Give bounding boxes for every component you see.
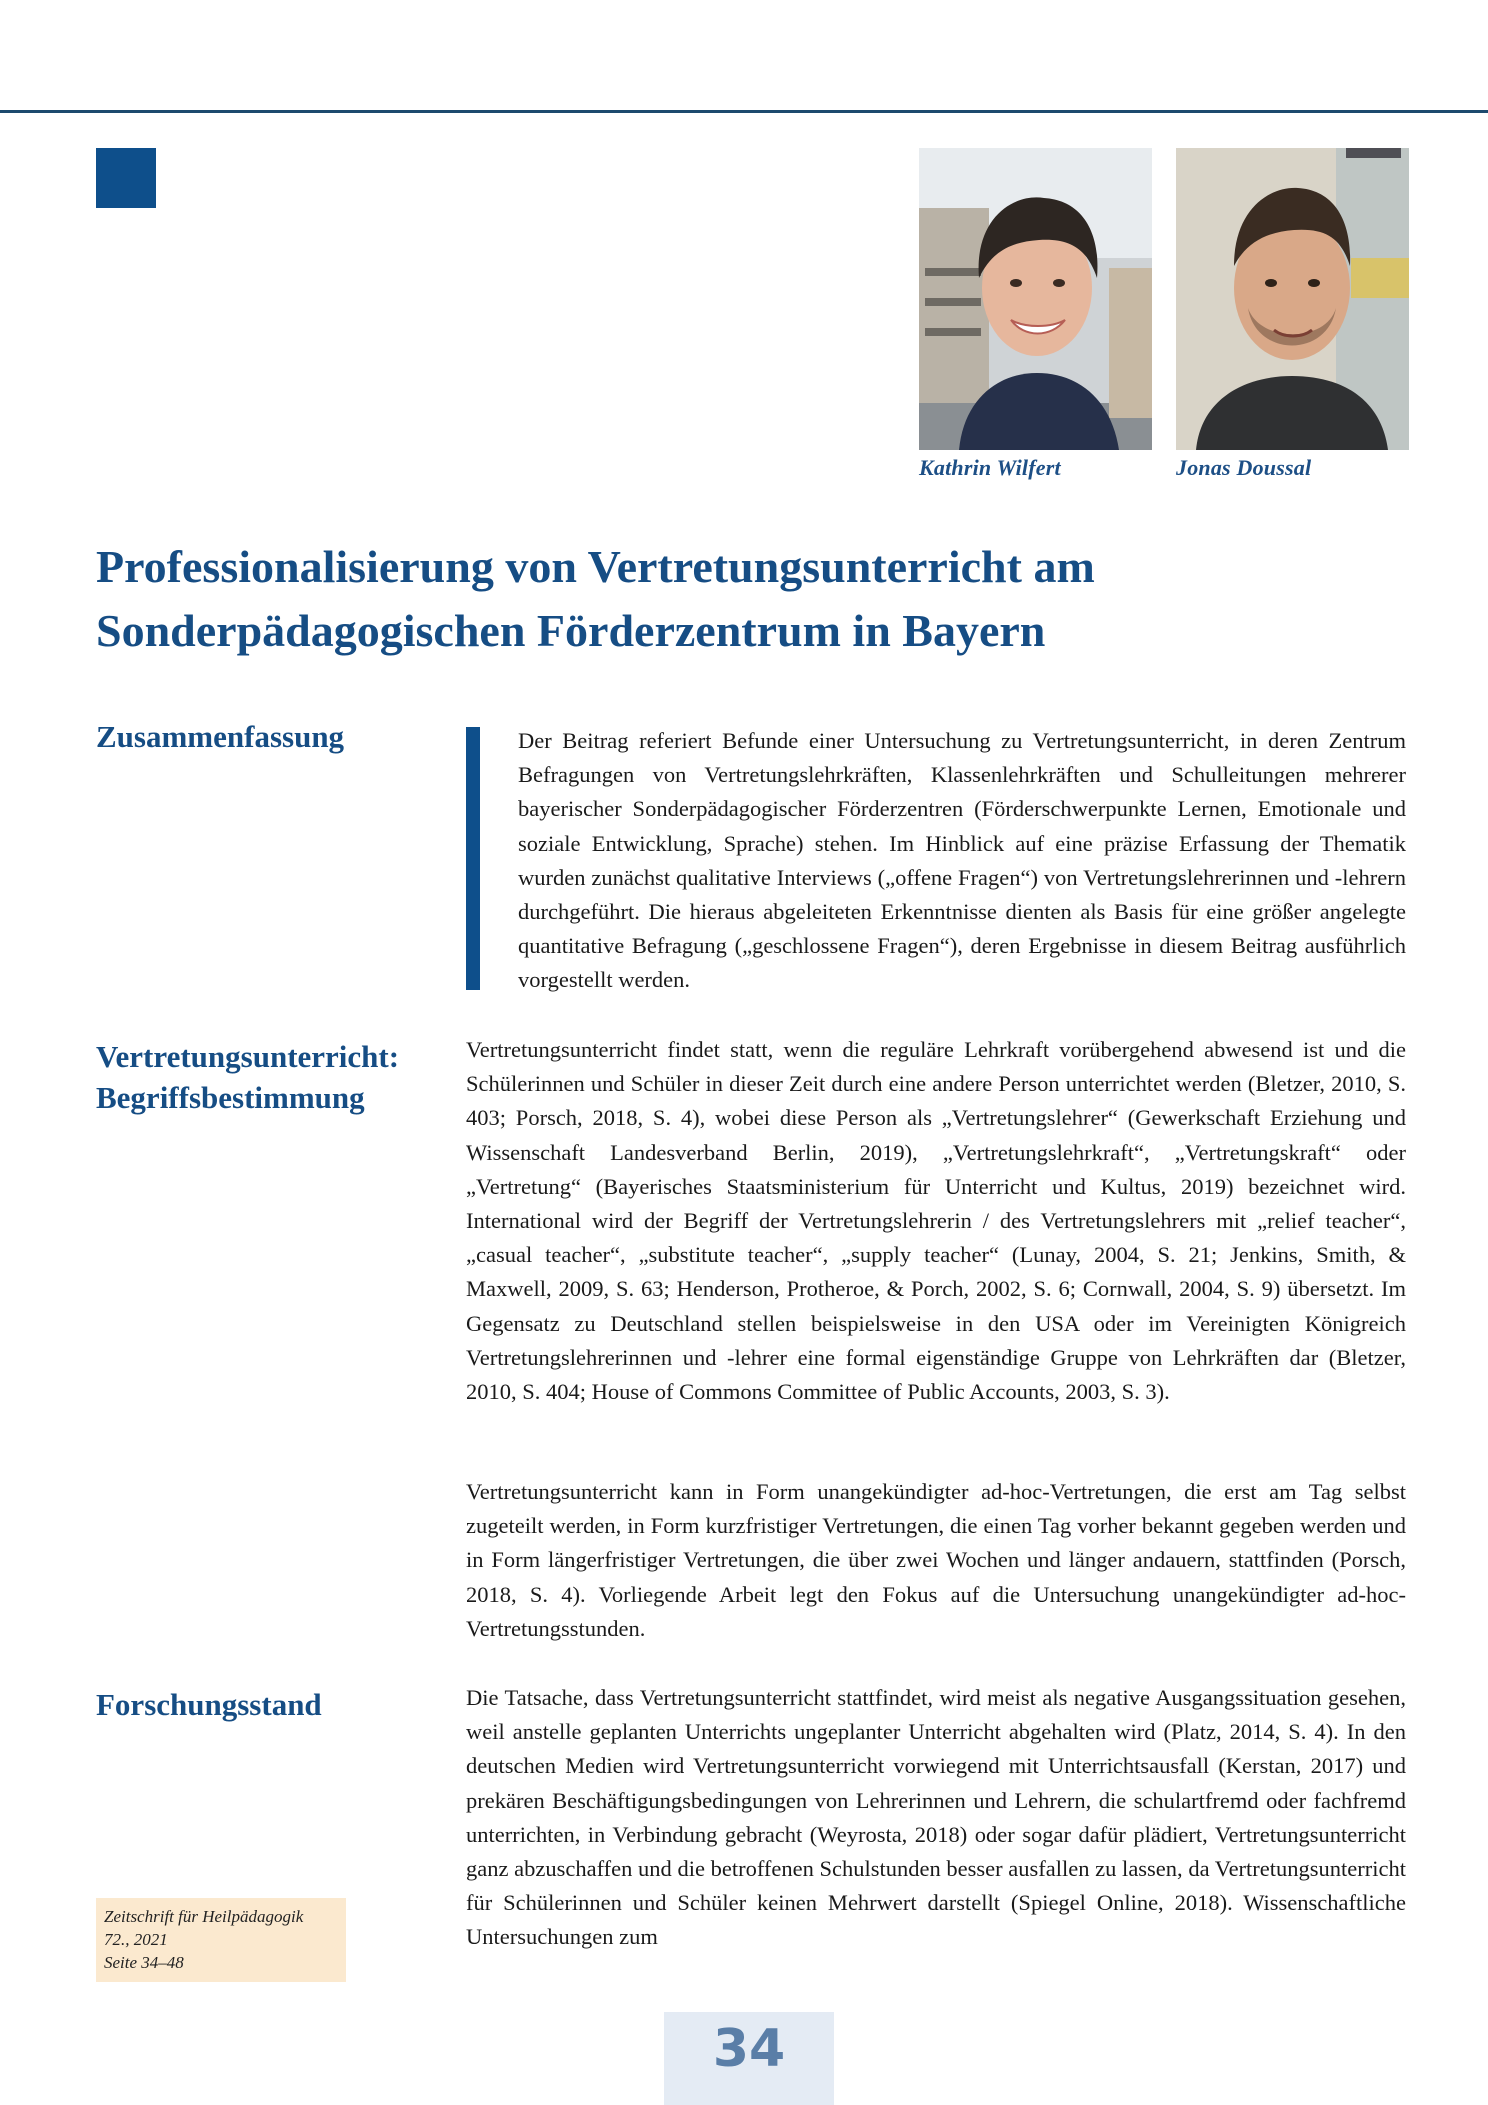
- research-heading: Forschungsstand: [96, 1687, 322, 1722]
- research-paragraph-1: Die Tatsache, dass Vertretungsunterricht stattfindet, wird meist als negative Ausgangssituation gesehen, weil anstelle geplanten Unterrichts ungeplanter Unterricht abgehalten wird (Platz, 2014, S. 4). In den deutschen Medien wird Vertretungsunterricht vorwiegend mit Unterrichtsausfall (Kerstan, 2017) und prekären Beschäftigungsbedingungen von Lehrerinnen und Lehrern, die schulartfremd oder fachfremd unterrichten, in Verbindung gebracht (Weyrosta, 2018) oder sogar dafür plädiert, Vertretungsunterricht ganz abzuschaffen und die betroffenen Schulstunden besser ausfallen zu lassen, da Vertretungsunterricht für Schülerinnen und Schüler keinen Mehrwert darstellt (Spiegel Online, 2018). Wissenschaftliche Untersuchungen zum: [466, 1685, 1406, 1950]
- definition-heading-line-1: Vertretungsunterricht:: [96, 1039, 400, 1074]
- journal-info-box: [96, 1898, 346, 1982]
- author-name-2: Jonas Doussal: [1176, 455, 1312, 480]
- author-photo-1: [919, 148, 1152, 450]
- article-title: [96, 535, 1396, 663]
- definition-heading: [96, 1036, 436, 1118]
- journal-volume: 72., 2021: [104, 1930, 168, 1949]
- page-number-box: [664, 2012, 834, 2105]
- definition-paragraph-1: Vertretungsunterricht findet statt, wenn die reguläre Lehrkraft vorübergehend abwesend ist und die Schülerinnen und Schüler in dieser Zeit durch eine andere Person unterrichtet werden (Bletzer, 2010, S. 403; Porsch, 2018, S. 4), wobei diese Person als „Vertretungslehrer“ (Gewerkschaft Erziehung und Wissenschaft Landesverband Berlin, 2019), „Vertretungslehrkraft“, „Vertretungskraft“ oder „Vertretung“ (Bayerisches Staatsministerium für Unterricht und Kultus, 2019) bezeichnet wird. International wird der Begriff der Vertretungslehrerin / des Vertretungslehrers mit „relief teacher“, „casual teacher“, „substitute teacher“, „supply teacher“ (Lunay, 2004, S. 21; Jenkins, Smith, & Maxwell, 2009, S. 63; Henderson, Protheroe, & Porch, 2002, S. 6; Cornwall, 2004, S. 9) übersetzt. Im Gegensatz zu Deutschland stellen beispielsweise in den USA oder im Vereinigten Königreich Vertretungslehrerinnen und -lehrer eine formal eigenständige Gruppe von Lehrkräften dar (Bletzer, 2010, S. 404; House of Commons Committee of Public Accounts, 2003, S. 3).: [466, 1037, 1406, 1405]
- author-photo-2: [1176, 148, 1409, 450]
- author-name-1: Kathrin Wilfert: [919, 455, 1061, 480]
- decorative-square: [96, 148, 156, 208]
- abstract-text: Der Beitrag referiert Befunde einer Untersuchung zu Vertretungsunterricht, in deren Zentrum Befragungen von Vertretungslehrkräften, Klassenlehrkräften und Schulleitungen mehrerer bayerischer Sonderpädagogischer Förderzentren (Förderschwerpunkte Lernen, Emotionale und soziale Entwicklung, Sprache) stehen. Im Hinblick auf eine präzise Erfassung der Thematik wurden zunächst qualitative Interviews („offene Fragen“) von Vertretungslehrerinnen und -lehrern durchgeführt. Die hieraus abgeleiteten Erkenntnisse dienten als Basis für eine größer angelegte quantitative Befragung („geschlossene Fragen“), deren Ergebnisse in diesem Beitrag ausführlich vorgestellt werden.: [518, 728, 1406, 993]
- portrait-woman-image: [919, 148, 1152, 450]
- portrait-man-image: [1176, 148, 1409, 450]
- journal-pages: Seite 34–48: [104, 1953, 184, 1972]
- definition-paragraph-2: Vertretungsunterricht kann in Form unangekündigter ad-hoc-Vertretungen, die erst am Tag selbst zugeteilt werden, in Form kurzfristiger Vertretungen, die einen Tag vorher bekannt gegeben werden und in Form längerfristiger Vertretungen, die über zwei Wochen und länger andauern, stattfinden (Porsch, 2018, S. 4). Vorliegende Arbeit legt den Fokus auf die Untersuchung unangekündigter ad-hoc-Vertretungsstunden.: [466, 1479, 1406, 1641]
- definition-heading-line-2: Begriffsbestimmung: [96, 1080, 365, 1115]
- page-number: 34: [712, 2019, 786, 2079]
- abstract-heading: Zusammenfassung: [96, 719, 345, 754]
- abstract-accent-bar: [466, 727, 480, 990]
- title-line-2: Sonderpädagogischen Förderzentrum in Bayern: [96, 605, 1046, 656]
- title-line-1: Professionalisierung von Vertretungsunterricht am: [96, 541, 1095, 592]
- journal-name: Zeitschrift für Heilpädagogik: [104, 1907, 304, 1926]
- top-rule: [0, 110, 1488, 113]
